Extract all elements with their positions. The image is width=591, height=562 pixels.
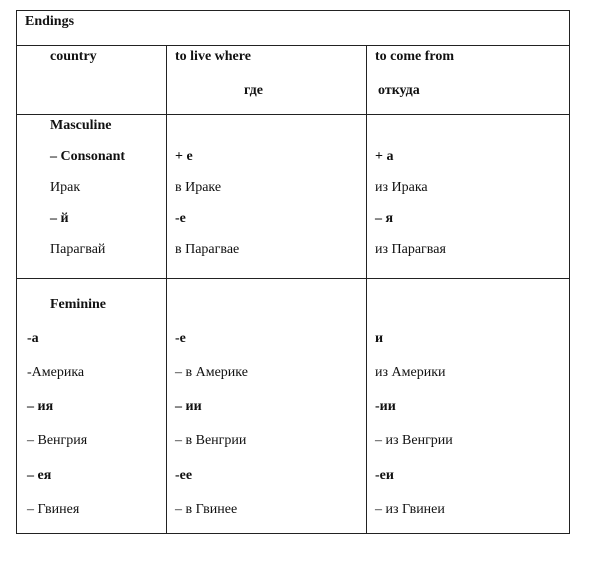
feminine-row-3-col-2: – ии <box>175 399 202 414</box>
endings-table <box>16 10 570 534</box>
feminine-row-6-col-1: – Гвинея <box>27 502 80 517</box>
feminine-row-1-col-2: -е <box>175 331 186 346</box>
feminine-row-2-col-2: – в Америке <box>175 365 248 380</box>
row-divider-header <box>17 45 569 46</box>
masculine-row-1-col-3: + а <box>375 149 394 164</box>
section-label-masculine: Masculine <box>50 118 112 133</box>
row-divider-feminine <box>17 278 569 279</box>
feminine-row-5-col-3: -еи <box>375 468 394 483</box>
masculine-row-2-col-1: Ирак <box>50 180 81 195</box>
masculine-row-3-col-1: – й <box>50 211 69 226</box>
feminine-row-1-col-3: и <box>375 331 384 346</box>
masculine-row-3-col-3: – я <box>375 211 394 226</box>
section-label-feminine: Feminine <box>50 297 106 312</box>
masculine-row-4-col-1: Парагвай <box>50 242 106 257</box>
masculine-row-4-col-2: в Парагвае <box>175 242 240 257</box>
header-country: country <box>50 49 97 64</box>
column-divider-2 <box>366 45 367 533</box>
header-come-from-ru: откуда <box>378 83 420 98</box>
masculine-row-2-col-2: в Ираке <box>175 180 222 195</box>
feminine-row-3-col-3: -ии <box>375 399 396 414</box>
feminine-row-5-col-2: -ее <box>175 468 193 483</box>
masculine-row-3-col-2: -е <box>175 211 186 226</box>
feminine-row-5-col-1: – ея <box>27 468 52 483</box>
feminine-row-3-col-1: – ия <box>27 399 54 414</box>
feminine-row-2-col-3: из Америки <box>375 365 446 380</box>
header-come-from: to come from <box>375 49 455 64</box>
feminine-row-2-col-1: -Америка <box>27 365 85 380</box>
row-divider-masculine <box>17 114 569 115</box>
masculine-row-2-col-3: из Ирака <box>375 180 428 195</box>
feminine-row-4-col-3: – из Венгрии <box>375 433 453 448</box>
feminine-row-4-col-2: – в Венгрии <box>175 433 247 448</box>
feminine-row-6-col-2: – в Гвинее <box>175 502 238 517</box>
header-live-where-ru: где <box>244 83 263 98</box>
masculine-row-4-col-3: из Парагвая <box>375 242 446 257</box>
header-live-where: to live where <box>175 49 251 64</box>
feminine-row-1-col-1: -а <box>27 331 39 346</box>
feminine-row-4-col-1: – Венгрия <box>27 433 88 448</box>
masculine-row-1-col-2: + е <box>175 149 193 164</box>
feminine-row-6-col-3: – из Гвинеи <box>375 502 445 517</box>
table-title: Endings <box>25 14 75 29</box>
column-divider-1 <box>166 45 167 533</box>
masculine-row-1-col-1: – Consonant <box>50 149 126 164</box>
